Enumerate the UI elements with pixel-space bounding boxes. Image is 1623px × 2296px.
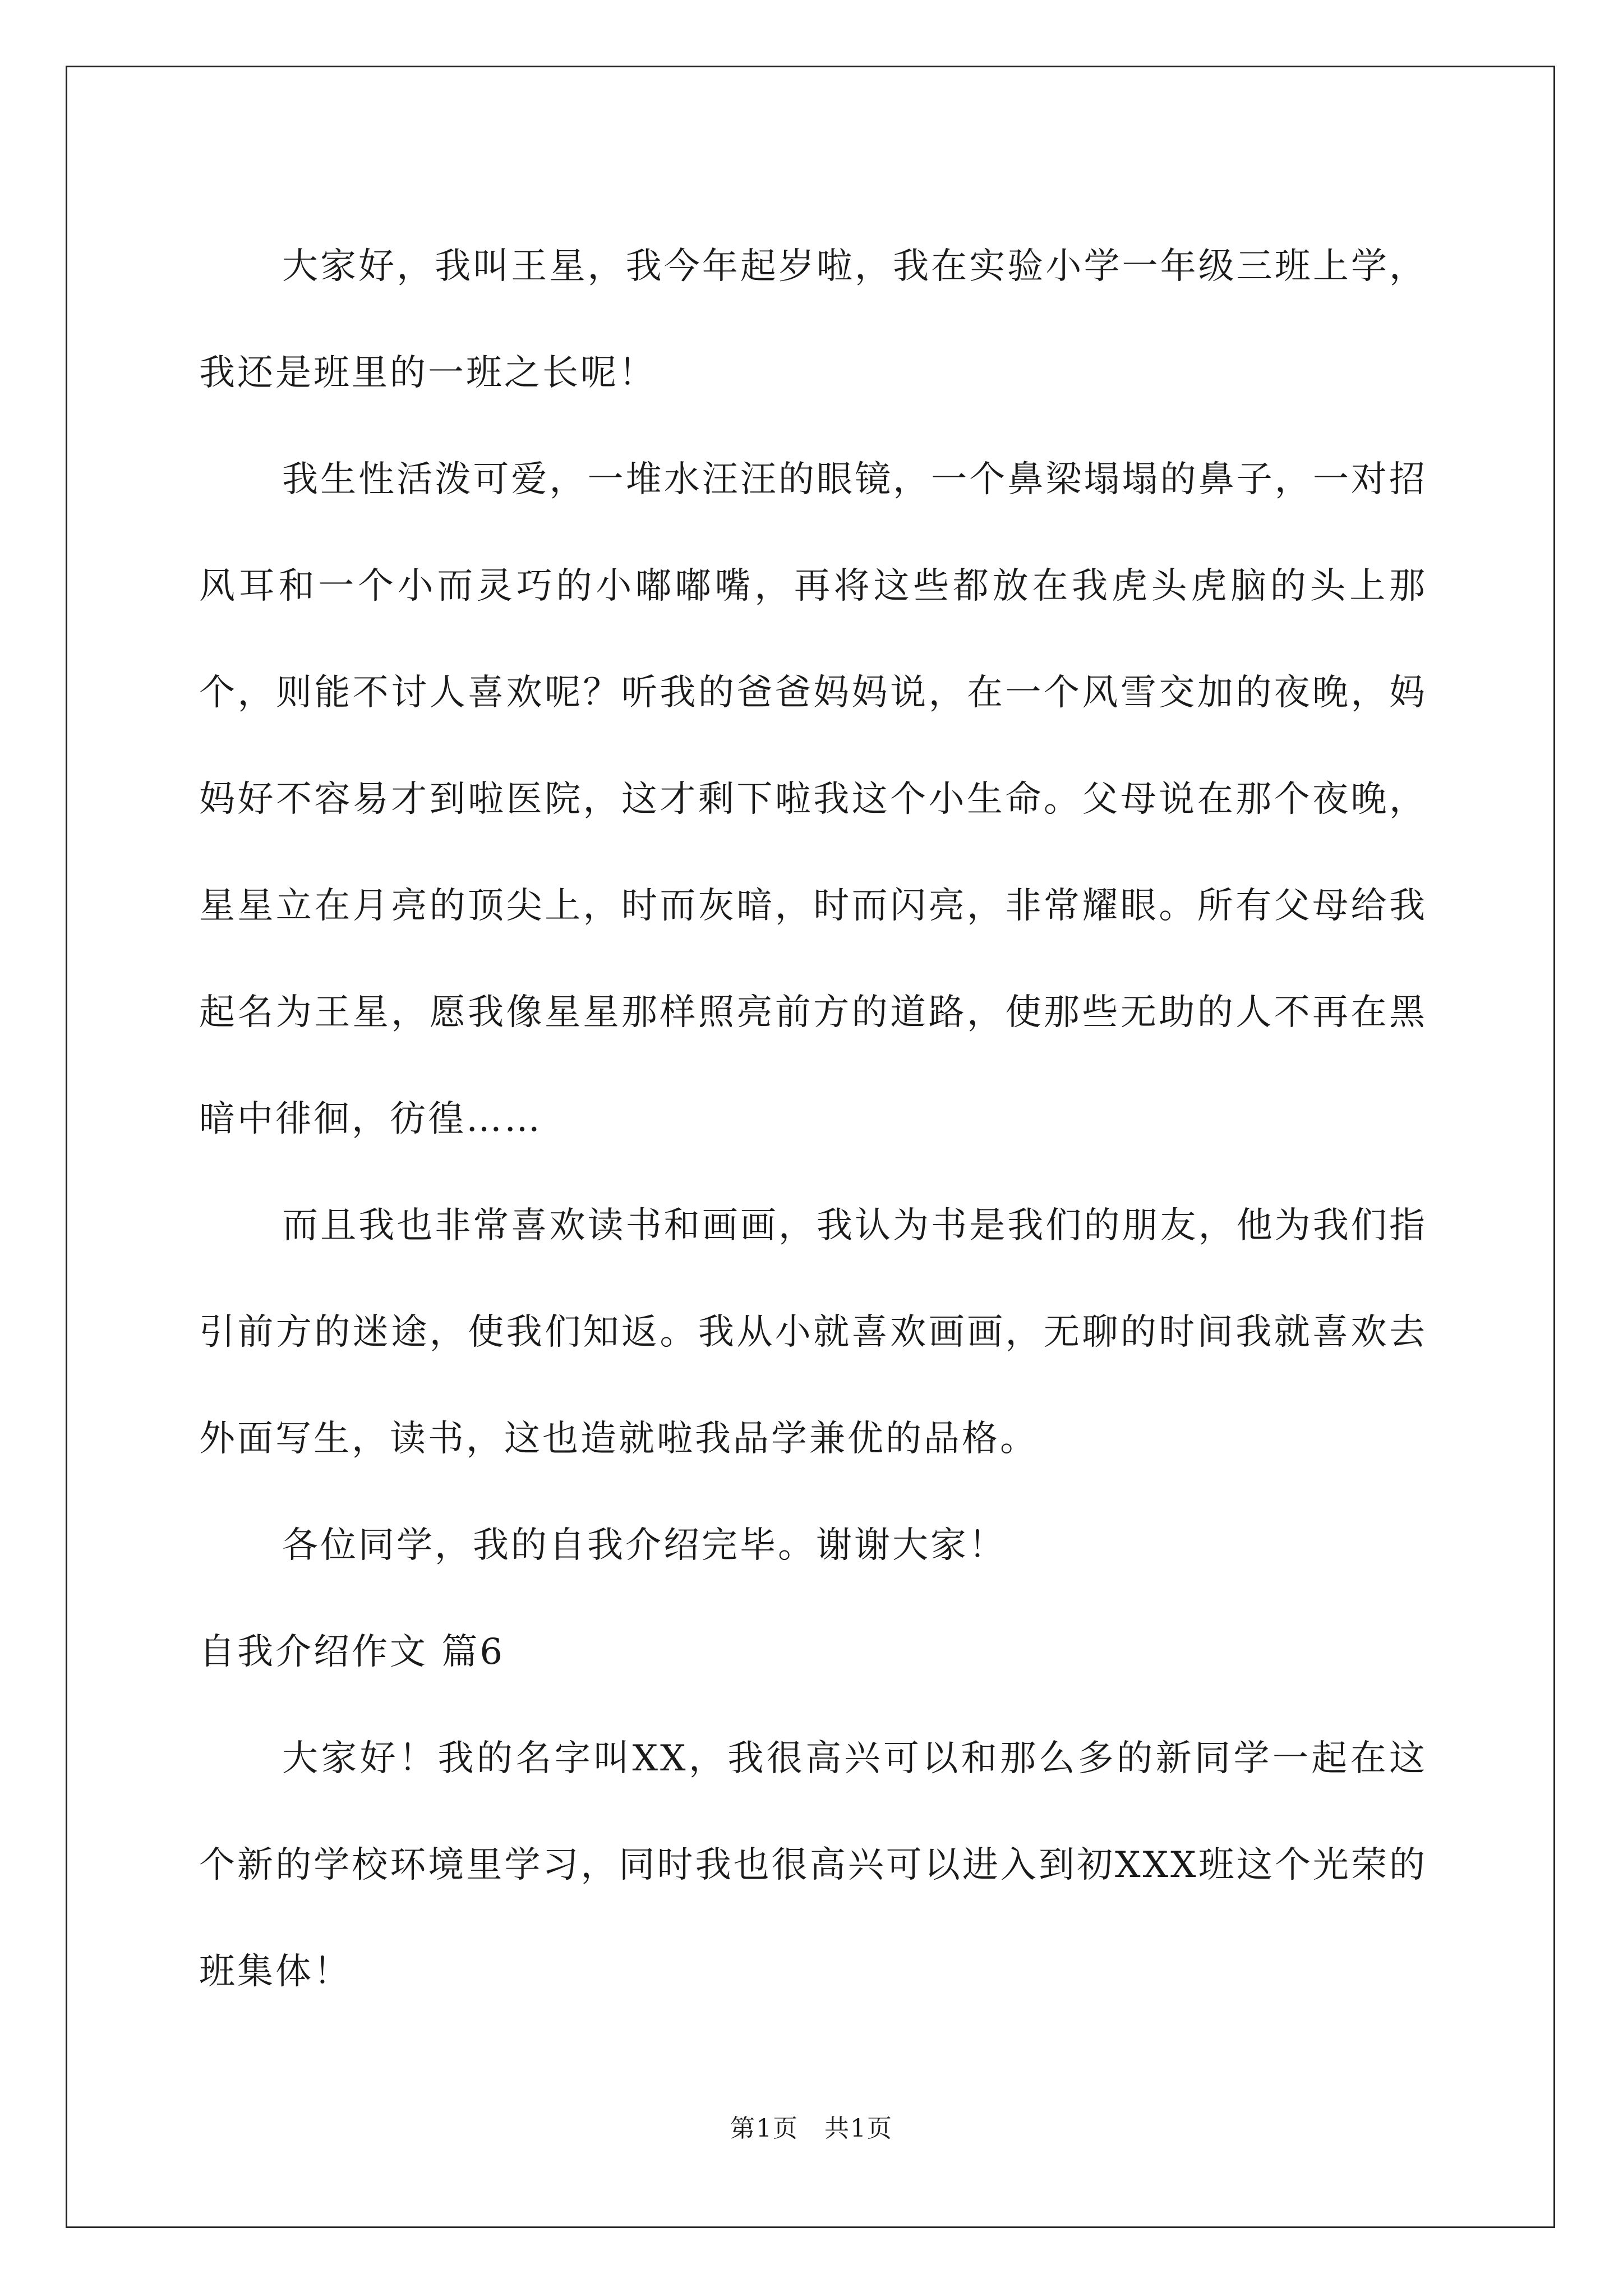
paragraph-closing: 各位同学，我的自我介绍完毕。谢谢大家！	[282, 1525, 1007, 1566]
section-heading: 自我介绍作文 篇6	[199, 1631, 505, 1673]
paragraph-appearance: 我生性活泼可爱，一堆水汪汪的眼镜，一个鼻梁塌塌的鼻子，一对招风耳和一个小而灵巧的小嘟嘟嘴，再将这些都放在我虎头虎脑的头上那个，则能不讨人喜欢呢？听我的爸爸妈妈说，在一个风雪交加的夜晚，妈妈好不容易才到啦医院，这才剩下啦我这个小生命。父母说在那个夜晚，星星立在月亮的顶尖上，时而灰暗，时而闪亮，非常耀眼。所有父母给我起名为王星，愿我像星星那样照亮前方的道路，使那些无助的人不再在黑暗中徘徊，彷徨……	[199, 459, 1427, 1140]
document-body	[199, 213, 1427, 2025]
paragraph-new-intro: 大家好！我的名字叫XX，我很高兴可以和那么多的新同学一起在这个新的学校环境里学习，同时我也很高兴可以进入到初XXX班这个光荣的班集体！	[199, 1738, 1427, 1993]
paragraph-hobbies: 而且我也非常喜欢读书和画画，我认为书是我们的朋友，他为我们指引前方的迷途，使我们知返。我从小就喜欢画画，无聊的时间我就喜欢去外面写生，读书，这也造就啦我品学兼优的品格。	[199, 1205, 1427, 1460]
paragraph-intro: 大家好，我叫王星，我今年起岁啦，我在实验小学一年级三班上学，我还是班里的一班之长呢！	[199, 246, 1427, 394]
page-footer: 第1页 共1页	[730, 2114, 893, 2143]
